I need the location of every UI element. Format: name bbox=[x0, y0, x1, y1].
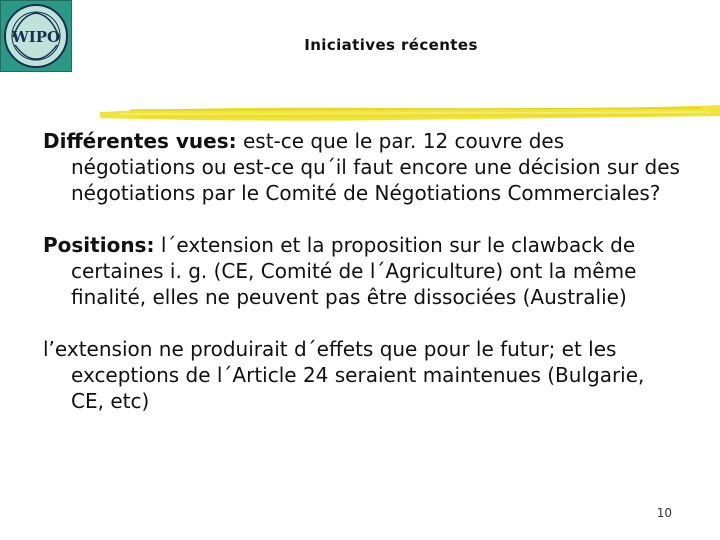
paragraph-lead: Différentes vues: bbox=[43, 129, 237, 153]
logo-text: WIPO bbox=[11, 28, 61, 46]
paragraph-differentes-vues bbox=[43, 128, 683, 206]
paragraph-positions bbox=[43, 232, 683, 310]
page-number: 10 bbox=[656, 506, 672, 520]
paragraph-text: l´extension et la proposition sur le clawback de certaines i. g. (CE, Comité de l´Agriculture) ont la même finalité, elles ne peuvent pas être dissociées (Australie) bbox=[71, 233, 637, 309]
paragraph-text: est-ce que le par. 12 couvre des négotiations ou est-ce qu´il faut encore une décision sur des négotiations par le Comité de Négotiations Commerciales? bbox=[71, 129, 680, 205]
slide-body bbox=[43, 128, 683, 440]
title-divider-brushstroke bbox=[100, 96, 720, 126]
paragraph-text: l’extension ne produirait d´effets que pour le futur; et les exceptions de l´Article 24 seraient maintenues (Bulgarie, CE, etc) bbox=[43, 337, 645, 413]
paragraph-extension bbox=[43, 336, 683, 414]
slide-title: Iniciatives récentes bbox=[304, 36, 478, 54]
paragraph-lead: Positions: bbox=[43, 233, 155, 257]
